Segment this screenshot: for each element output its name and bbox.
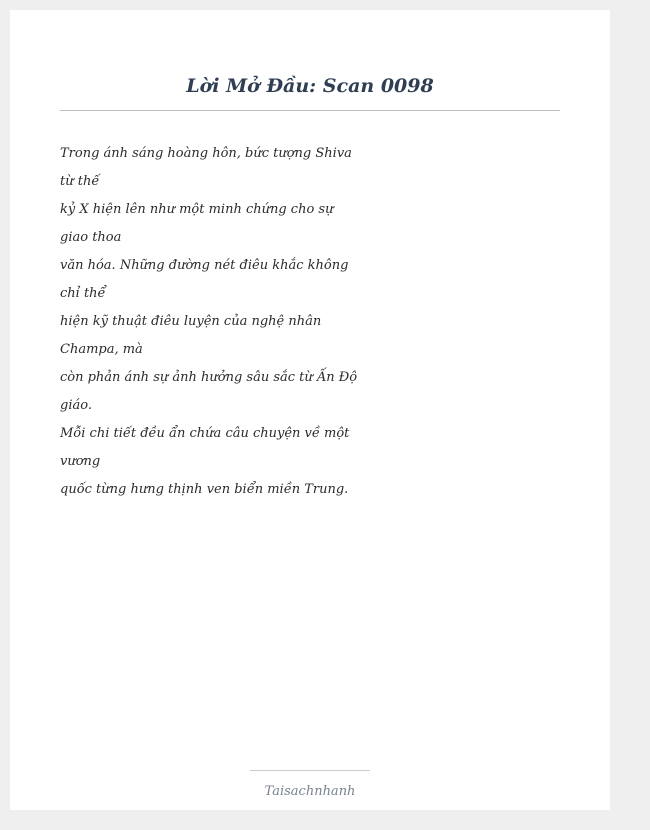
body-line: hiện kỹ thuật điêu luyện của nghệ nhân Champa, mà [60, 314, 322, 357]
body-text [60, 140, 360, 504]
title-divider [60, 110, 560, 111]
body-line: Mỗi chi tiết đều ẩn chứa câu chuyện về một vương [60, 426, 350, 469]
body-line: còn phản ánh sự ảnh hưởng sâu sắc từ Ấn Độ giáo. [60, 370, 358, 413]
page-title: Lời Mở Đầu: Scan 0098 [186, 75, 434, 97]
document-page [10, 10, 610, 810]
body-line: Trong ánh sáng hoàng hôn, bức tượng Shiva từ thế [60, 146, 352, 189]
footer-divider [250, 770, 370, 771]
body-line: văn hóa. Những đường nét điêu khắc không chỉ thể [60, 258, 349, 301]
body-line: quốc từng hưng thịnh ven biển miền Trung. [60, 482, 349, 497]
footer-credit: Taisachnhanh [264, 784, 356, 799]
body-line: kỷ X hiện lên như một minh chứng cho sự giao thoa [60, 202, 334, 245]
